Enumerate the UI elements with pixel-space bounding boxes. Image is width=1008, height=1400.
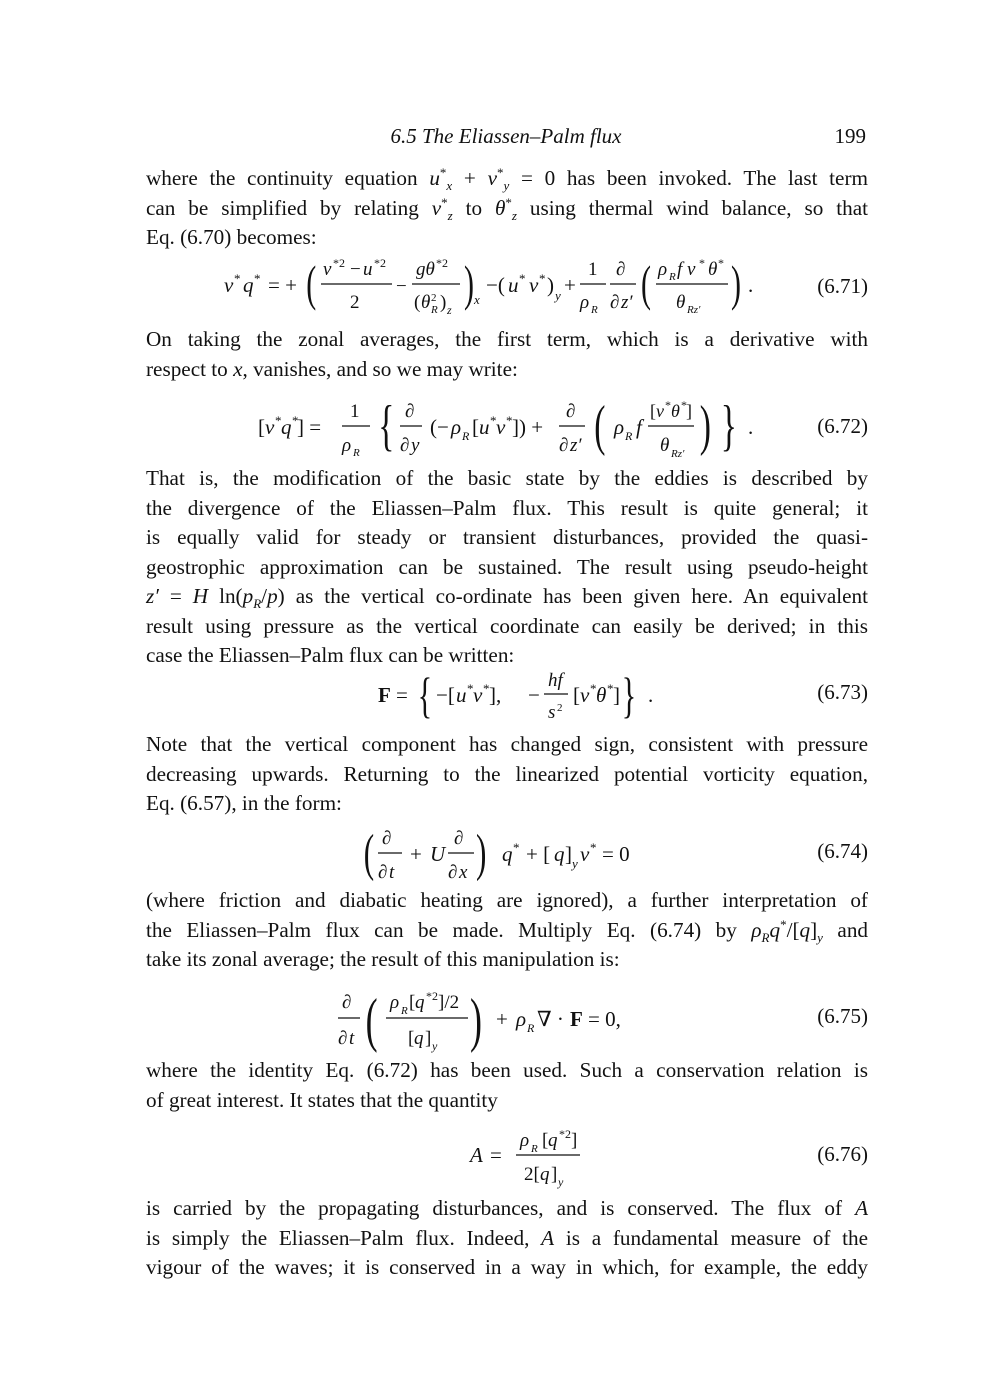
svg-text:v: v <box>580 683 590 707</box>
svg-text:ρ: ρ <box>516 1007 527 1031</box>
svg-text:q: q <box>414 1028 424 1049</box>
svg-text:[: [ <box>258 415 265 439</box>
svg-text:*2: *2 <box>333 256 345 270</box>
svg-text:1: 1 <box>350 401 360 422</box>
svg-text:*: * <box>590 840 597 855</box>
svg-text:+: + <box>410 842 422 866</box>
text-line: On taking the zonal averages, the first term, which is a derivative with <box>146 327 868 351</box>
svg-text:∂: ∂ <box>559 435 569 456</box>
svg-text:R: R <box>591 304 598 316</box>
svg-text:(: ( <box>363 825 375 883</box>
svg-text:*: * <box>254 271 261 286</box>
text-line: geostrophic approximation can be sustained. The result using pseudo-height <box>146 554 868 579</box>
svg-text:z′: z′ <box>621 292 633 313</box>
paragraph-5: (where friction and diabatic heating are ignored), a further interpretation of the Eliassen–Palm flux can be made. Multiply Eq. (6.74) by $\rho_Rq^*/[q]_y$ and take its zonal average; the result of this manipulation is: <box>146 886 868 975</box>
svg-text:R: R <box>401 1005 408 1017</box>
svg-text:−: − <box>396 276 407 297</box>
svg-text:f v: f v <box>677 259 696 280</box>
svg-text:−: − <box>350 259 361 280</box>
svg-text:u: u <box>479 415 490 439</box>
svg-text:z′: z′ <box>570 435 582 456</box>
svg-text:y: y <box>572 856 578 871</box>
svg-text:): ) <box>440 292 447 313</box>
svg-text:∂: ∂ <box>400 435 410 456</box>
svg-text:]: ] <box>571 1130 578 1151</box>
svg-text:v: v <box>529 273 539 297</box>
svg-text:∂: ∂ <box>616 259 626 280</box>
svg-text:−: − <box>528 683 540 707</box>
paragraph-7: is carried by the propagating disturbances, and is conserved. The flux of A is simply the Eliassen–Palm flux. Indeed, A is a fundamental measure of the vigour of the waves; it is conserved in a way in which, for example, the eddy <box>146 1194 868 1283</box>
svg-text:[: [ <box>408 1028 415 1049</box>
svg-text:*2: *2 <box>559 1127 571 1141</box>
svg-text:ρ: ρ <box>451 415 462 439</box>
equation-6-71-formula <box>146 252 868 318</box>
svg-text:(: ( <box>594 394 606 457</box>
equation-6-73 <box>146 666 868 726</box>
text-line: where the identity Eq. (6.72) has been used. Such a conservation relation is <box>146 1058 868 1082</box>
svg-text:ρ: ρ <box>342 435 352 456</box>
svg-text:q: q <box>281 415 292 439</box>
svg-text:y: y <box>432 1039 438 1053</box>
equation-6-72-formula <box>146 392 868 462</box>
svg-text:): ) <box>731 255 741 311</box>
svg-text:F: F <box>570 1007 583 1031</box>
svg-text:*: * <box>513 840 520 855</box>
svg-text:y: y <box>411 435 420 456</box>
svg-text:∂: ∂ <box>566 401 576 422</box>
svg-text:[: [ <box>409 992 416 1013</box>
svg-text:[: [ <box>650 401 656 421</box>
equation-number: (6.75) <box>817 1004 868 1028</box>
svg-text:ρ: ρ <box>614 415 625 439</box>
paragraph-2: On taking the zonal averages, the first term, which is a derivative with respect to x, vanishes, and so we may write: <box>146 327 868 381</box>
svg-text:ρ: ρ <box>658 259 668 280</box>
svg-text:U: U <box>430 842 446 866</box>
paragraph-1: where the continuity equation $u^*_x + v^*_y = 0$ has been invoked. The last term can be simplified by relating $v^*_z$ to $\theta^*_z$ using thermal wind balance, so that Eq. (6.70) becomes: <box>146 164 868 253</box>
text-line: (where friction and diabatic heating are ignored), a further interpretation of <box>146 888 868 912</box>
text-line: Eq. (6.70) becomes: <box>146 225 317 249</box>
text-fragment: is carried by the propagating disturbances, and is conserved. The flux of <box>146 1196 843 1220</box>
svg-text:*2: *2 <box>426 989 438 1003</box>
svg-text:= 0: = 0 <box>602 842 630 866</box>
svg-text:+ [: + [ <box>526 842 551 866</box>
svg-text:F: F <box>378 683 391 707</box>
svg-text:2: 2 <box>557 702 563 714</box>
text-fragment: the Eliassen–Palm flux can be made. Multiply Eq. (6.74) by <box>146 917 737 942</box>
text-line: decreasing upwards. Returning to the linearized potential vorticity equation, <box>146 761 868 786</box>
equation-number: (6.73) <box>817 680 868 704</box>
svg-text:R: R <box>431 304 438 316</box>
equation-number: (6.74) <box>817 839 868 863</box>
svg-text:]/2: ]/2 <box>438 992 460 1013</box>
svg-text:∂: ∂ <box>338 1028 348 1049</box>
svg-text:*: * <box>467 681 474 696</box>
svg-text:−(: −( <box>486 273 505 297</box>
svg-text:q: q <box>554 842 565 866</box>
svg-text:*2: *2 <box>374 256 386 270</box>
svg-text:*: * <box>681 398 687 412</box>
svg-text:2[: 2[ <box>524 1164 540 1185</box>
svg-text:θ: θ <box>660 435 670 456</box>
text-line: is equally valid for steady or transient disturbances, provided the quasi- <box>146 525 868 549</box>
svg-text:*: * <box>699 256 705 270</box>
svg-text:(: ( <box>365 986 378 1054</box>
svg-text:}: } <box>621 667 637 723</box>
running-head <box>146 124 866 154</box>
svg-text:θ: θ <box>421 292 431 313</box>
svg-text:{: { <box>417 667 433 723</box>
svg-text:(: ( <box>306 255 317 311</box>
svg-text:ρ: ρ <box>520 1130 530 1151</box>
svg-text:A: A <box>470 1143 483 1167</box>
svg-text:R: R <box>462 429 470 443</box>
svg-text:q: q <box>415 992 425 1013</box>
svg-text:s: s <box>548 702 556 723</box>
equation-6-76 <box>146 1124 868 1189</box>
svg-text:.: . <box>748 273 754 297</box>
svg-text:θ: θ <box>596 683 607 707</box>
svg-text:q: q <box>243 273 254 297</box>
svg-text:∂: ∂ <box>405 401 415 422</box>
text-line: That is, the modification of the basic state by the eddies is described by <box>146 466 868 490</box>
svg-text:*: * <box>275 413 282 428</box>
equation-6-76-formula <box>146 1124 868 1189</box>
svg-text:R: R <box>669 271 676 283</box>
svg-text:): ) <box>464 255 474 311</box>
svg-text:*: * <box>607 681 614 696</box>
equation-6-71 <box>146 252 868 318</box>
svg-text:θ: θ <box>676 292 686 313</box>
svg-text:2: 2 <box>431 292 437 304</box>
svg-text:ρ: ρ <box>580 292 590 313</box>
svg-text:(−: (− <box>430 415 449 439</box>
svg-text:[: [ <box>542 1130 549 1151</box>
text-fragment: is simply the Eliassen–Palm flux. Indeed, <box>146 1225 530 1250</box>
svg-text:z: z <box>447 303 452 317</box>
svg-text:*: * <box>234 271 241 286</box>
text-line: case the Eliassen–Palm flux can be written: <box>146 643 515 667</box>
svg-text:*2: *2 <box>436 256 448 270</box>
svg-text:+: + <box>564 273 576 297</box>
equation-number: (6.76) <box>817 1142 868 1166</box>
svg-text:R: R <box>531 1143 538 1155</box>
text-fragment: as the vertical co-ordinate has been given here. An equivalent <box>295 584 868 608</box>
svg-text:v: v <box>580 842 590 866</box>
svg-text:t: t <box>349 1028 355 1049</box>
svg-text:): ) <box>470 986 482 1054</box>
svg-text:q: q <box>548 1130 558 1151</box>
svg-text:.: . <box>748 415 754 439</box>
svg-text:v: v <box>224 273 234 297</box>
svg-text:u: u <box>508 273 519 297</box>
svg-text:y: y <box>558 1175 564 1189</box>
svg-text:]) +: ]) + <box>512 415 544 439</box>
svg-text:] =: ] = <box>297 415 322 439</box>
svg-text:*: * <box>483 681 490 696</box>
text-line: vigour of the waves; it is conserved in a way in which, for example, the eddy <box>146 1255 868 1279</box>
svg-text:q: q <box>502 842 513 866</box>
svg-text:=: = <box>396 683 408 707</box>
svg-text:θ: θ <box>671 401 680 421</box>
svg-text:∂: ∂ <box>342 992 352 1013</box>
paragraph-6 <box>146 1056 868 1115</box>
svg-text:*: * <box>718 256 724 270</box>
equation-6-73-formula <box>146 666 868 726</box>
svg-text:v: v <box>473 683 483 707</box>
text-line: Eq. (6.57), in the form: <box>146 791 342 815</box>
svg-text:]: ] <box>565 842 572 866</box>
svg-text:2: 2 <box>350 292 360 313</box>
text-fragment: , vanishes, and so we may write: <box>242 356 518 381</box>
page-number: 199 <box>834 124 866 148</box>
equation-number: (6.71) <box>817 274 868 298</box>
svg-text:u: u <box>363 259 373 280</box>
svg-text:*: * <box>665 398 671 412</box>
svg-text:Rz′: Rz′ <box>687 304 701 316</box>
svg-text:*: * <box>490 413 497 428</box>
svg-text:.: . <box>648 683 654 707</box>
svg-text:*: * <box>292 413 299 428</box>
svg-text:*: * <box>590 681 597 696</box>
svg-text:*: * <box>539 271 546 286</box>
svg-text:v: v <box>265 415 275 439</box>
text-fragment: respect to <box>146 356 228 381</box>
text-line: of great interest. It states that the quantity <box>146 1087 498 1112</box>
svg-text:x: x <box>474 292 480 307</box>
section-title: 6.5 The Eliassen–Palm flux <box>390 124 622 148</box>
svg-text:x: x <box>459 862 468 883</box>
text-line: the divergence of the Eliassen–Palm flux. This result is quite general; it <box>146 495 868 520</box>
svg-text:t: t <box>389 862 395 883</box>
svg-text:}: } <box>720 394 737 457</box>
svg-text:[: [ <box>573 683 580 707</box>
text-line: take its zonal average; the result of this manipulation is: <box>146 947 620 971</box>
svg-text:∂: ∂ <box>454 828 464 849</box>
svg-text:f: f <box>636 415 642 439</box>
text-fragment: is a fundamental measure of the <box>565 1225 869 1250</box>
svg-text:): ) <box>476 825 487 883</box>
text-line: Note that the vertical component has changed sign, consistent with pressure <box>146 732 868 756</box>
svg-text:∂: ∂ <box>378 862 388 883</box>
equation-number: (6.72) <box>817 414 868 438</box>
equation-6-72 <box>146 392 868 462</box>
paragraph-3: That is, the modification of the basic state by the eddies is described by the divergence of the Eliassen–Palm flux. This result is quite general; it is equally valid for steady or transient disturbances, provided the quasi- geostrophic approximation can be sustained. The result using pseudo-height z′ = H $\ln(p_R/p)$ as the vertical co-ordinate has been given here. An equivalent result using pressure as the vertical coordinate can easily be derived; in this case the Eliassen–Palm flux can be written: <box>146 464 868 671</box>
text-fragment: using thermal wind balance, so that <box>529 195 868 220</box>
text-line: result using pressure as the vertical coordinate can easily be derived; in this <box>146 613 868 638</box>
equation-6-75-formula <box>146 984 868 1058</box>
text-fragment: where the continuity equation <box>146 166 418 190</box>
svg-text:u: u <box>456 683 467 707</box>
svg-text:1: 1 <box>588 259 598 280</box>
svg-text:= +: = + <box>268 273 297 297</box>
svg-text:]: ] <box>425 1028 432 1049</box>
svg-text:R: R <box>353 447 360 459</box>
svg-text:θ: θ <box>708 259 718 280</box>
svg-text:=: = <box>490 1143 502 1167</box>
svg-text:y: y <box>555 288 561 303</box>
svg-text:∂: ∂ <box>610 292 620 313</box>
svg-text:]: ] <box>551 1164 558 1185</box>
svg-text:v: v <box>496 415 506 439</box>
svg-text:gθ: gθ <box>416 259 435 280</box>
svg-text:[: [ <box>472 415 479 439</box>
svg-text:ρ: ρ <box>390 992 400 1013</box>
svg-text:−[: −[ <box>436 683 455 707</box>
svg-text:],: ], <box>489 683 502 707</box>
paragraph-4 <box>146 730 868 819</box>
svg-text:R: R <box>527 1021 535 1035</box>
svg-text:+: + <box>496 1007 508 1031</box>
equation-6-74-formula <box>146 822 868 886</box>
svg-text:{: { <box>378 394 395 457</box>
svg-text:q: q <box>540 1164 550 1185</box>
svg-text:*: * <box>506 413 513 428</box>
svg-text:Rz′: Rz′ <box>671 448 685 460</box>
text-fragment: to <box>465 195 483 220</box>
text-fragment: can be simplified by relating <box>146 195 419 220</box>
equation-6-75 <box>146 984 868 1058</box>
svg-text:*: * <box>519 271 526 286</box>
equation-6-74 <box>146 822 868 886</box>
svg-text:v: v <box>323 259 332 280</box>
text-fragment: and <box>837 917 869 942</box>
text-fragment: = 0 has been invoked. The last term <box>520 166 868 190</box>
svg-text:∂: ∂ <box>448 862 458 883</box>
svg-text:∇ ·: ∇ · <box>537 1007 564 1031</box>
svg-text:= 0,: = 0, <box>588 1007 621 1031</box>
svg-text:v: v <box>656 401 664 421</box>
svg-text:): ) <box>547 273 554 297</box>
svg-text:∂: ∂ <box>382 828 392 849</box>
svg-text:]: ] <box>613 683 620 707</box>
svg-text:(: ( <box>641 255 651 311</box>
svg-text:hf: hf <box>548 670 563 691</box>
svg-text:(: ( <box>414 292 421 313</box>
svg-text:]: ] <box>686 401 692 421</box>
svg-text:R: R <box>625 429 633 443</box>
svg-text:): ) <box>699 394 711 457</box>
